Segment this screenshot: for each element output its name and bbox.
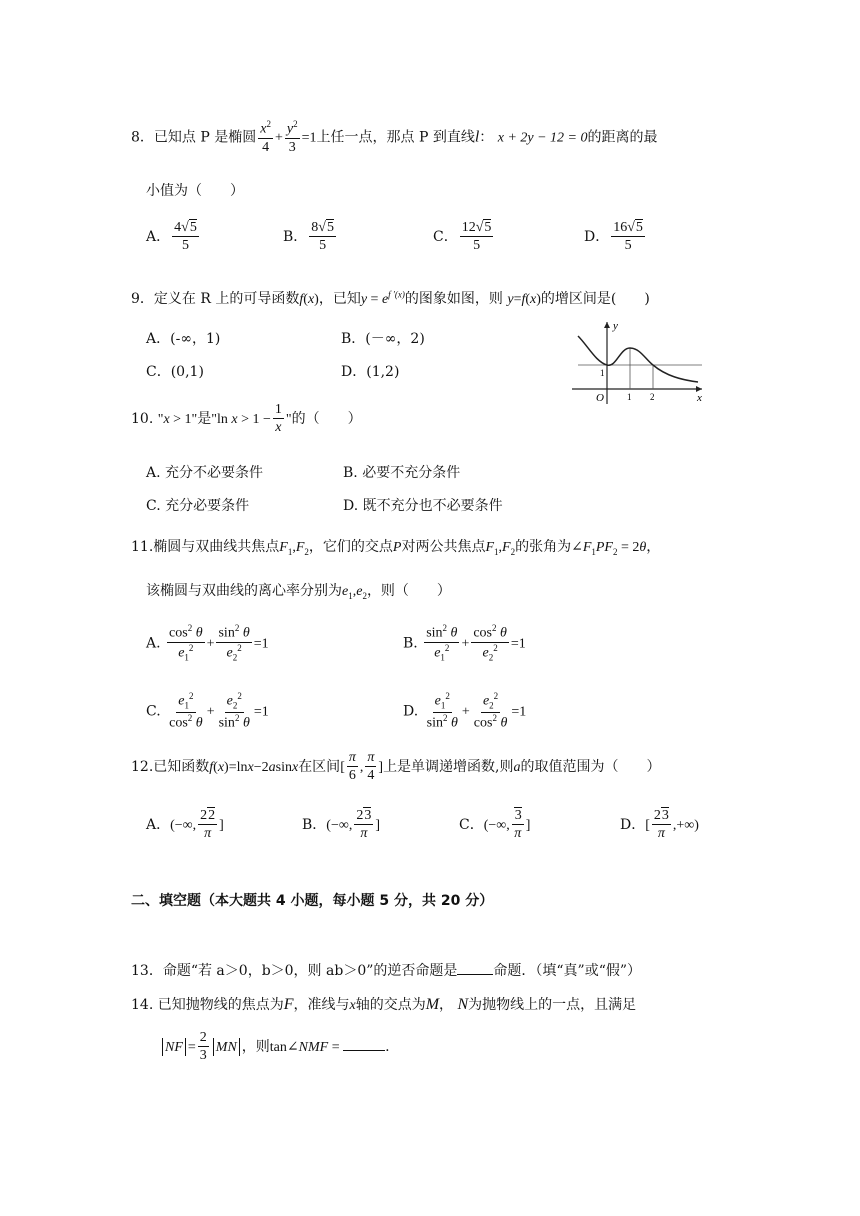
q8-text-4: 小值为（ ） (146, 183, 244, 199)
q12-option-a: A．(−∞, $\frac{22}{\pi}$ ] (146, 808, 224, 842)
q11-option-b: B. $\frac{\sin^2 \theta}{e_1^2}$ + $\frac{\cos^2 \theta}{e_2^2}$ =1 (403, 623, 526, 663)
q10-option-b: B. 必要不充分条件 (343, 465, 461, 481)
q11-line2: 该椭圆与双曲线的离心率分别为$e_1,e_2$，则（ ） (146, 583, 451, 601)
q10-option-d: D. 既不充分也不必要条件 (343, 498, 503, 514)
q8-option-b: B． $\frac{8√5}{5}$ (283, 220, 334, 254)
q9-option-c: C．(0,1) (146, 364, 204, 380)
svg-text:O: O (596, 392, 604, 404)
q9-option-b: B．(－∞，2) (341, 331, 425, 347)
q10-stem: 10. "x > 1"是"ln x > 1 − $\frac{1}{x}$ "的（ ） (131, 402, 362, 436)
q11-option-a: A. $\frac{\cos^2 \theta}{e_1^2}$ + $\frac{\sin^2 \theta}{e_2^2}$ =1 (146, 623, 269, 663)
q8-line2 (146, 180, 244, 200)
q10-option-c: C. 充分必要条件 (146, 498, 250, 514)
q13-stem: 13．命题“若 a＞0，b＞0，则 ab＞0”的逆否命题是 命题．（填“真”或“假”） (131, 963, 642, 979)
q12-option-c: C．(−∞, $\frac{3}{\pi}$ ] (459, 808, 531, 842)
svg-text:1: 1 (600, 368, 605, 378)
svg-text:1: 1 (627, 392, 632, 402)
q8-text-2: 上任一点，那点 P 到直线 (316, 129, 475, 146)
q8-text-1: 已知点 P 是椭圆 (153, 129, 257, 146)
q12-option-d: D．[ $\frac{23}{\pi}$ ,+∞) (620, 808, 699, 842)
section-heading: 二、填空题（本大题共 4 小题，每小题 5 分，共 20 分） (131, 893, 494, 909)
q8-line1: 8．已知点 P 是椭圆 $\frac{x^2}{4}$ + $\frac{y^2}{3}$ =1上任一点，那点 P 到直线l： x + 2y − 12 = 0的距离的最 (131, 119, 658, 156)
q9-option-d: D．(1,2) (341, 364, 400, 380)
q14-line2: NF = $\frac{2}{3}$ MN ，则tan∠NMF = . (160, 1030, 390, 1064)
q12-stem: 12.已知函数f(x)=lnx−2asinx在区间[ $\frac{\pi}{6}$ , $\frac{\pi}{4}$ ]上是单调递增函数,则a的取值范围为（ ） (131, 750, 661, 784)
q11-option-c: C. $\frac{e_1^2}{\cos^2 \theta}$ + $\frac{e_2^2}{\sin^2 \theta}$ =1 (146, 691, 269, 731)
svg-text:y: y (613, 320, 618, 332)
q8-text-3: 的距离的最 (587, 129, 658, 146)
q8-option-c: C． $\frac{12√5}{5}$ (433, 220, 492, 254)
q12-option-b: B．(−∞, $\frac{23}{\pi}$ ] (302, 808, 381, 842)
q8-number: 8． (131, 129, 154, 146)
q9-option-a: A．(-∞，1) (146, 331, 221, 347)
q10-option-a: A. 充分不必要条件 (146, 465, 264, 481)
q14-blank[interactable] (343, 1038, 385, 1051)
ellipse-term-y: $\frac{y^2}{3}$ (286, 119, 298, 156)
q14-line1: 14. 已知抛物线的焦点为F，准线与x轴的交点为M， N为抛物线上的一点，且满足 (131, 996, 637, 1013)
svg-text:x: x (697, 392, 702, 404)
q11-line1: 11.椭圆与双曲线共焦点$F_1,F_2$，它们的交点P对两公共焦点$F_1,F_2$的张角为$\angle F_1PF_2 = 2\theta$， (131, 539, 661, 557)
q13-blank[interactable] (457, 962, 493, 975)
q9-graph (570, 318, 710, 406)
ellipse-term-x: $\frac{x^2}{4}$ (260, 119, 271, 156)
q8-option-a: A． $\frac{4√5}{5}$ (146, 220, 197, 254)
q8-option-d: D． $\frac{16√5}{5}$ (584, 220, 643, 254)
q11-option-d: D. $\frac{e_1^2}{\sin^2 \theta}$ + $\frac{e_2^2}{\cos^2 \theta}$ =1 (403, 691, 527, 731)
q9-stem: 9．定义在 R 上的可导函数f(x)，已知$y = e^{f '(x)}$的图象如图，则 y=f(x)的增区间是( ) (131, 289, 650, 307)
svg-text:2: 2 (650, 392, 655, 402)
q8-line-equation: x + 2y − 12 = 0 (497, 130, 588, 146)
